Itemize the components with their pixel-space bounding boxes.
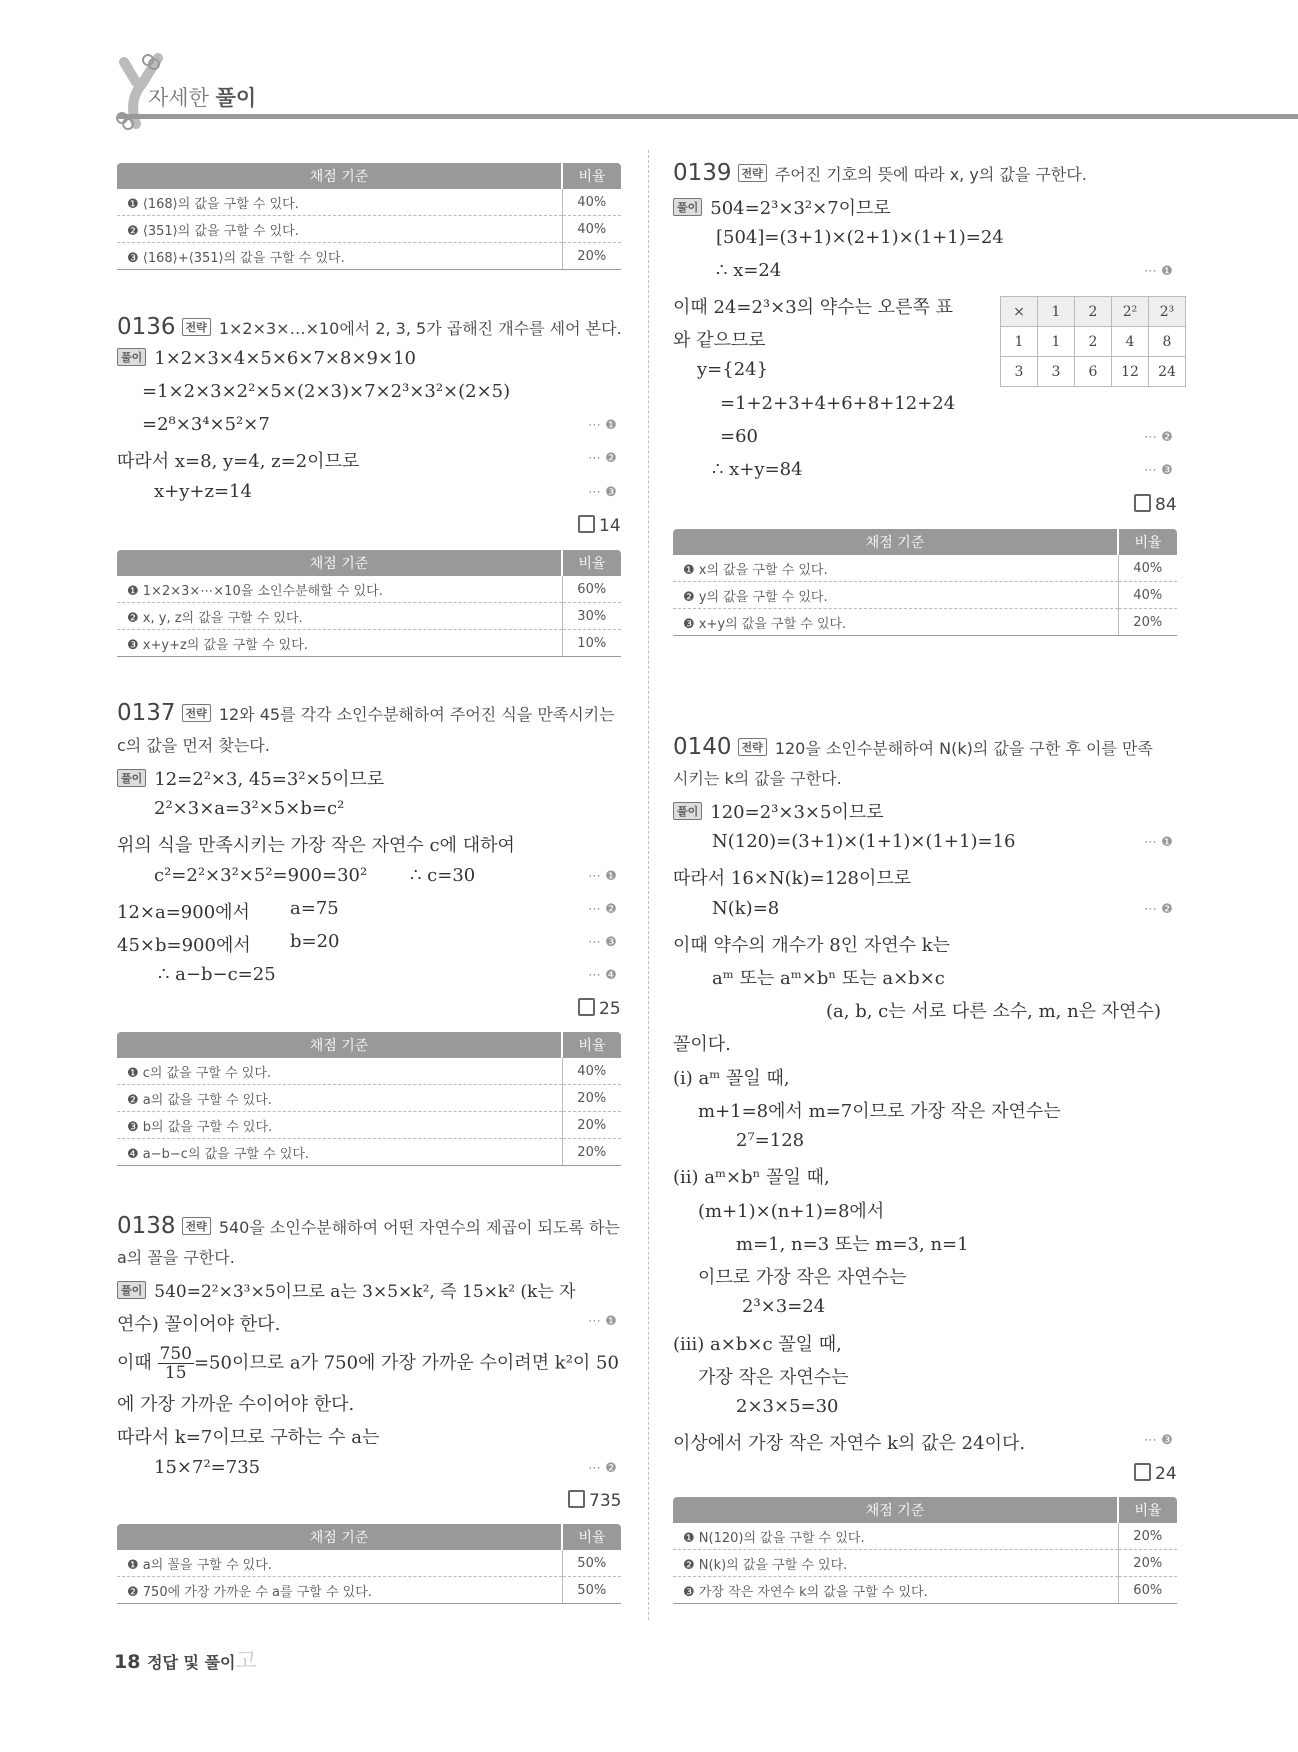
problem-0138-heading: 0138 전략 540을 소인수분해하여 어떤 자연수의 제곱이 되도록 하는 [117, 1213, 620, 1239]
problem-0139-heading: 0139 전략 주어진 기호의 뜻에 따라 x, y의 값을 구한다. [673, 160, 1087, 186]
criteria-table-0135: 채점 기준 비율 ❶ ⟨168⟩의 값을 구할 수 있다. 40% ❷ ⟨351⟩의 값을 구할 수 있다. 40% ❸ ⟨168⟩+⟨351⟩의 값을 구할 수 있다. 20% [117, 163, 621, 270]
problem-0140-heading: 0140 전략 120을 소인수분해하여 N(k)의 값을 구한 후 이를 만족 [673, 734, 1153, 760]
footer-label: 정답 및 풀이 [147, 1653, 236, 1672]
fraction-750-15: $\frac{750}{15}$ [159, 1344, 192, 1383]
criteria-table-0136: 채점 기준 비율 ❶ 1×2×3×⋯×10을 소인수분해할 수 있다. 60% ❷ x, y, z의 값을 구할 수 있다. 30% ❸ x+y+z의 값을 구할 수 있다. 10% [117, 550, 621, 657]
header-rule [118, 114, 1298, 119]
page-number: 18 [114, 1651, 141, 1673]
criteria-table-0138: 채점 기준 비율 ❶ a의 꼴을 구할 수 있다. 50% ❷ 750에 가장 가까운 수 a를 구할 수 있다. 50% [117, 1524, 621, 1604]
page-footer: 18 정답 및 풀이고 [114, 1649, 257, 1674]
criteria-table-0139: 채점 기준 비율 ❶ x의 값을 구할 수 있다. 40% ❷ y의 값을 구할 수 있다. 40% ❸ x+y의 값을 구할 수 있다. 20% [673, 529, 1177, 636]
answer-0140: 24 [1134, 1463, 1177, 1484]
problem-0136-heading: 0136 전략 1×2×3×…×10에서 2, 3, 5가 곱해진 개수를 세어 본다. [117, 314, 622, 340]
answer-0137: 25 [578, 998, 621, 1019]
criteria-table-0140: 채점 기준 비율 ❶ N(120)의 값을 구할 수 있다. 20% ❷ N(k)의 값을 구할 수 있다. 20% ❸ 가장 작은 자연수 k의 값을 구할 수 있다. 60% [673, 1497, 1177, 1604]
answer-0138: 735 [568, 1490, 621, 1511]
column-divider [648, 150, 649, 1620]
answer-0139: 84 [1134, 494, 1177, 515]
divisor-table: × 1 2 2² 2³ 1 1 2 4 8 3 3 6 12 24 [1000, 296, 1186, 387]
answer-0136: 14 [578, 515, 621, 536]
criteria-table-0137: 채점 기준 비율 ❶ c의 값을 구할 수 있다. 40% ❷ a의 값을 구할 수 있다. 20% ❸ b의 값을 구할 수 있다. 20% ❹ a−b−c의 값을 구할 수 있다. 20% [117, 1032, 621, 1166]
problem-0137-heading: 0137 전략 12와 45를 각각 소인수분해하여 주어진 식을 만족시키는 [117, 700, 615, 726]
page-header-title: 자세한 풀이 [148, 86, 257, 110]
